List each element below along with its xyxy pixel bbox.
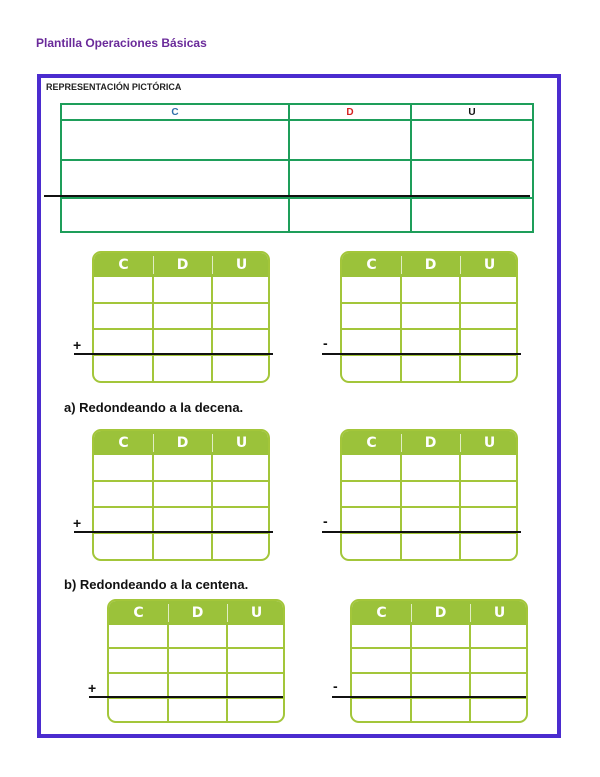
place-value-grid-subtraction-2 bbox=[340, 429, 518, 561]
pictorial-row-line bbox=[62, 197, 532, 199]
grid-header-u: U bbox=[483, 257, 496, 273]
question-b: b) Redondeando a la centena. bbox=[64, 577, 249, 592]
grid-header-d: D bbox=[434, 605, 447, 621]
grid-header-d: D bbox=[176, 257, 189, 273]
grid-header-c: C bbox=[118, 435, 129, 451]
grid-header-u: U bbox=[493, 605, 506, 621]
operation-line bbox=[74, 353, 273, 355]
operation-line bbox=[322, 531, 521, 533]
pictorial-divider bbox=[288, 105, 290, 231]
grid-header-u: U bbox=[235, 435, 248, 451]
place-value-grid-addition-3 bbox=[107, 599, 285, 723]
place-value-grid-subtraction-1 bbox=[340, 251, 518, 383]
grid-header-u: U bbox=[250, 605, 263, 621]
operation-line bbox=[89, 696, 283, 698]
pictorial-section-label: REPRESENTACIÓN PICTÓRICA bbox=[46, 82, 182, 92]
grid-header-d: D bbox=[424, 435, 437, 451]
grid-header-u: U bbox=[235, 257, 248, 273]
place-value-grid-addition-2 bbox=[92, 429, 270, 561]
minus-sign: - bbox=[333, 678, 338, 694]
page-title: Plantilla Operaciones Básicas bbox=[36, 36, 207, 50]
grid-header-c: C bbox=[133, 605, 144, 621]
pictorial-operation-line bbox=[44, 195, 530, 197]
plus-sign: + bbox=[73, 515, 82, 531]
place-value-grid-subtraction-3 bbox=[350, 599, 528, 723]
grid-header-d: D bbox=[176, 435, 189, 451]
grid-header-d: D bbox=[191, 605, 204, 621]
plus-sign: + bbox=[88, 680, 97, 696]
plus-sign: + bbox=[73, 337, 82, 353]
grid-header-c: C bbox=[366, 435, 377, 451]
grid-header-c: C bbox=[376, 605, 387, 621]
pictorial-divider bbox=[410, 105, 412, 231]
pictorial-header-c: C bbox=[171, 107, 179, 118]
grid-header-u: U bbox=[483, 435, 496, 451]
place-value-grid-addition-1 bbox=[92, 251, 270, 383]
operation-line bbox=[74, 531, 273, 533]
grid-header-d: D bbox=[424, 257, 437, 273]
operation-line bbox=[332, 696, 526, 698]
grid-header-c: C bbox=[366, 257, 377, 273]
grid-header-c: C bbox=[118, 257, 129, 273]
minus-sign: - bbox=[323, 335, 328, 351]
pictorial-header-u: U bbox=[468, 107, 476, 118]
minus-sign: - bbox=[323, 513, 328, 529]
pictorial-row-line bbox=[62, 159, 532, 161]
operation-line bbox=[322, 353, 521, 355]
pictorial-table bbox=[60, 103, 534, 233]
question-a: a) Redondeando a la decena. bbox=[64, 400, 244, 415]
pictorial-header-d: D bbox=[346, 107, 354, 118]
